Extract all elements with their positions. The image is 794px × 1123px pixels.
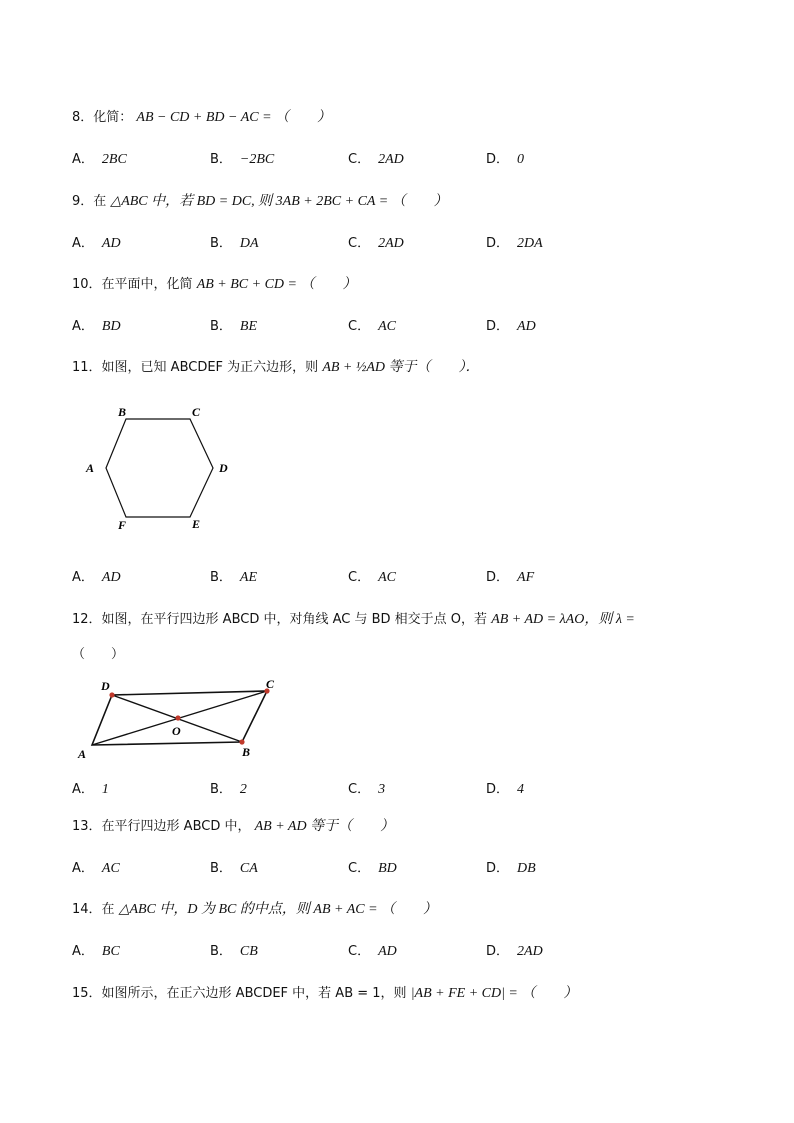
q13-option-d[interactable] (486, 857, 536, 877)
q10-option-b[interactable] (210, 315, 257, 335)
q14-option-a[interactable] (72, 940, 120, 960)
option-value: AD (517, 319, 536, 334)
option-label: D． (486, 570, 510, 585)
option-label: B． (210, 782, 232, 797)
option-value: AD (378, 944, 397, 959)
option-value: −2BC (239, 152, 275, 167)
option-label: A． (72, 236, 94, 251)
option-value: DA (239, 236, 259, 251)
question-10-stem: 10．在平面中，化简 (72, 277, 193, 292)
point-o (175, 715, 180, 720)
option-value: 4 (517, 782, 525, 797)
question-12 (72, 608, 635, 628)
option-value: 2 (239, 782, 247, 797)
option-label: D． (486, 944, 510, 959)
option-label: A． (72, 782, 94, 797)
q11-option-b[interactable] (210, 566, 257, 586)
vertex-label-a: A (86, 461, 95, 475)
q14-option-c[interactable] (348, 940, 397, 960)
option-label: C． (348, 861, 371, 876)
option-value: BC (101, 944, 120, 959)
q10-option-a[interactable] (72, 315, 121, 335)
option-value: AC (378, 319, 396, 334)
q10-option-c[interactable] (348, 315, 396, 335)
q8-option-b[interactable] (210, 148, 274, 168)
question-9-expr: △ABC 中，若 BD = DC, 则 3AB + 2BC + CA = （ ） (110, 194, 448, 209)
vertex-label-c: C (192, 405, 201, 419)
option-label: C． (348, 782, 371, 797)
option-label: C． (348, 319, 371, 334)
question-11-stem: 11．如图，已知 ABCDEF 为正六边形，则 (72, 360, 319, 375)
question-8 (72, 106, 331, 126)
option-value: 2DA (517, 236, 543, 251)
option-value: AF (517, 570, 535, 585)
option-value: AD (101, 570, 121, 585)
option-value: 0 (517, 152, 525, 167)
question-8-expr: AB − CD + BD − AC = （ ） (136, 110, 332, 125)
option-value: CB (239, 944, 258, 959)
option-label: D． (486, 861, 510, 876)
question-14-stem: 14．在 (72, 902, 115, 917)
q12-option-d[interactable] (486, 778, 524, 798)
question-13 (72, 815, 394, 835)
question-9 (72, 190, 448, 210)
vertex-label-a: A (78, 747, 87, 761)
q12-option-a[interactable] (72, 778, 109, 798)
option-label: D． (486, 152, 510, 167)
option-value: 1 (101, 782, 109, 797)
option-label: B． (210, 152, 232, 167)
q11-option-c[interactable] (348, 566, 396, 586)
option-value: 2AD (378, 236, 404, 251)
option-label: B． (210, 319, 232, 334)
option-label: B． (210, 236, 232, 251)
vertex-label-d: D (219, 461, 228, 475)
option-label: B． (210, 570, 232, 585)
q13-option-a[interactable] (72, 857, 120, 877)
question-11 (72, 356, 480, 376)
question-14 (72, 898, 437, 918)
vertex-label-e: E (192, 517, 201, 531)
vertex-label-f: F (118, 518, 127, 532)
option-value: 3 (378, 782, 386, 797)
option-label: C． (348, 944, 371, 959)
option-label: A． (72, 152, 94, 167)
q14-option-b[interactable] (210, 940, 258, 960)
option-value: DB (517, 861, 536, 876)
option-label: D． (486, 319, 510, 334)
q13-option-b[interactable] (210, 857, 258, 877)
q8-option-d[interactable] (486, 148, 524, 168)
point-b (239, 739, 244, 744)
q12-option-c[interactable] (348, 778, 385, 798)
option-label: D． (486, 236, 510, 251)
question-12-stem: 12．如图，在平行四边形 ABCD 中，对角线 AC 与 BD 相交于点 O，若 (72, 612, 488, 627)
point-label-o: O (172, 724, 181, 738)
option-label: A． (72, 570, 94, 585)
q12-option-b[interactable] (210, 778, 247, 798)
option-label: B． (210, 861, 232, 876)
question-12-continuation: （ ） (72, 647, 125, 662)
q14-option-d[interactable] (486, 940, 543, 960)
q9-option-a[interactable] (72, 232, 121, 252)
question-13-expr: AB + AD 等于（ ） (254, 819, 395, 834)
hexagon-figure (80, 400, 240, 540)
question-14-expr: △ABC 中，D 为 BC 的中点，则 AB + AC = （ ） (118, 902, 438, 917)
question-8-stem: 8．化简： (72, 110, 133, 125)
question-11-expr: AB + ½AD 等于（ ）． (322, 360, 480, 375)
option-value: 2BC (101, 152, 127, 167)
question-10-expr: AB + BC + CD = （ ） (196, 277, 357, 292)
option-value: 2AD (517, 944, 543, 959)
question-12-expr: AB + AD = λAO，则 λ = (491, 612, 635, 627)
option-label: A． (72, 861, 94, 876)
option-label: D． (486, 782, 510, 797)
question-9-stem: 9．在 (72, 194, 107, 209)
q11-option-a[interactable] (72, 566, 121, 586)
vertex-label-b: B (242, 745, 251, 759)
q8-option-c[interactable] (348, 148, 404, 168)
hexagon-outline (106, 419, 213, 517)
q9-option-b[interactable] (210, 232, 259, 252)
option-value: BD (101, 319, 121, 334)
vertex-label-c: C (266, 677, 275, 691)
option-label: A． (72, 944, 94, 959)
option-value: BE (239, 319, 258, 334)
option-value: AE (239, 570, 258, 585)
question-15-stem: 15．如图所示，在正六边形 ABCDEF 中，若 AB = 1，则 (72, 986, 407, 1001)
option-value: AD (101, 236, 121, 251)
option-value: AC (378, 570, 396, 585)
q10-option-d[interactable] (486, 315, 536, 335)
q11-option-d[interactable] (486, 566, 534, 586)
option-label: A． (72, 319, 94, 334)
q13-option-c[interactable] (348, 857, 397, 877)
point-d (109, 692, 114, 697)
question-10 (72, 273, 356, 293)
option-label: C． (348, 152, 371, 167)
vertex-label-d: D (101, 679, 110, 693)
option-label: C． (348, 236, 371, 251)
question-13-stem: 13．在平行四边形 ABCD 中， (72, 819, 251, 834)
option-label: B． (210, 944, 232, 959)
question-15 (72, 982, 577, 1002)
option-value: BD (378, 861, 397, 876)
parallelogram-figure (72, 676, 292, 766)
option-label: C． (348, 570, 371, 585)
q9-option-c[interactable] (348, 232, 404, 252)
option-value: AC (101, 861, 120, 876)
option-value: 2AD (378, 152, 404, 167)
q8-option-a[interactable] (72, 148, 127, 168)
vertex-label-b: B (118, 405, 127, 419)
question-15-expr: |AB + FE + CD| = （ ） (410, 986, 578, 1001)
q9-option-d[interactable] (486, 232, 543, 252)
option-value: CA (239, 861, 258, 876)
